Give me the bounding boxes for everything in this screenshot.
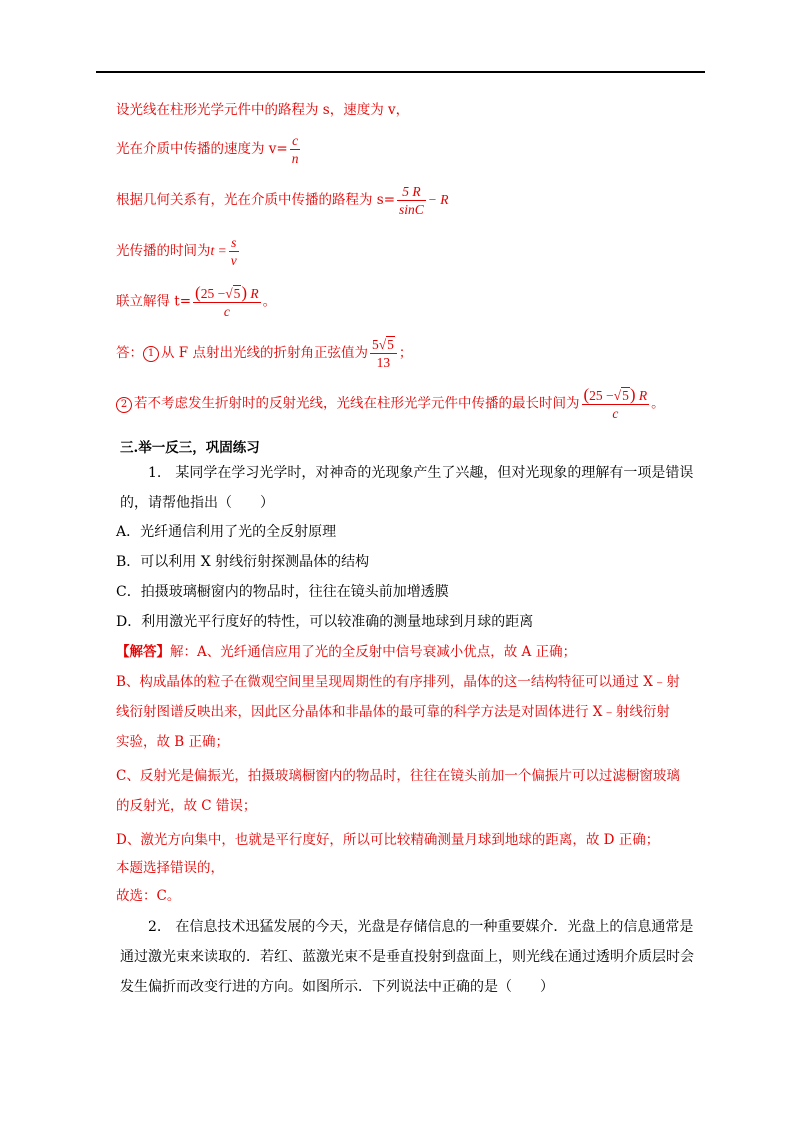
fraction-c-over-n <box>290 132 301 167</box>
answer-1-text: 从 F 点射出光线的折射角正弦值为 <box>161 345 368 361</box>
radicand: 5 <box>622 388 629 403</box>
fraction-denominator: c <box>582 404 650 422</box>
solution-line-5 <box>116 284 276 320</box>
section-heading: 三.举一反三，巩固练习 <box>120 440 260 456</box>
answer-line-1 <box>116 336 412 371</box>
radicand: 5 <box>387 337 394 352</box>
option-c: C．拍摄玻璃橱窗内的物品时，往往在镜头前加增透膜 <box>116 584 449 600</box>
answer-explanation-9: 故选：C。 <box>116 888 181 904</box>
circled-number-2: 2 <box>116 397 132 413</box>
solution-line-5-text: 联立解得 t= <box>116 293 192 310</box>
answer-explanation-8: 本题选择错误的， <box>116 860 224 876</box>
fraction-sine <box>370 336 397 371</box>
fraction-numerator: (25 −√5) R <box>583 385 648 404</box>
answer-explanation-3: 线衍射图谱反映出来，因此区分晶体和非晶体的最可靠的科学方法是对固体进行 X﹣射线衍射 <box>116 704 670 720</box>
fraction-denominator: 13 <box>370 353 397 371</box>
fraction-denominator: n <box>291 151 299 166</box>
fraction-numerator: (25 −√5) R <box>195 283 259 302</box>
solution-line-4-text: 光传播的时间为 <box>116 243 211 259</box>
answer-tag: 【解答】 <box>116 644 170 660</box>
fraction-max-time <box>582 386 650 422</box>
fraction-denominator: c <box>193 302 261 320</box>
solution-line-2 <box>116 132 302 167</box>
answer-explanation-6: 的反射光，故 C 错误； <box>116 798 257 814</box>
option-b: B．可以利用 X 射线衍射探测晶体的结构 <box>116 554 370 570</box>
semicolon: ； <box>398 345 413 361</box>
answer-explanation-7: D、激光方向集中，也就是平行度好，所以可比较精确测量月球到地球的距离，故 D 正确； <box>116 832 660 848</box>
num-part-a: 25 − <box>589 388 614 403</box>
fraction-path <box>397 183 426 218</box>
num-part-b: R <box>638 388 648 403</box>
answer-explanation-5: C、反射光是偏振光，拍摄玻璃橱窗内的物品时，往往在镜头前加一个偏振片可以过滤橱窗玻璃 <box>116 768 680 784</box>
fraction-denominator: sinC <box>399 202 424 217</box>
solution-line-3 <box>116 183 449 218</box>
header-rule <box>96 71 705 73</box>
time-var: t = <box>210 243 227 258</box>
fraction-s-over-v <box>229 234 239 269</box>
circled-number-1: 1 <box>143 346 159 362</box>
question-1-stem-line-2: 的，请帮他指出（ ） <box>120 495 274 511</box>
solution-line-1: 设光线在柱形光学元件中的路程为 s，速度为 v， <box>116 102 410 118</box>
fraction-time <box>193 284 261 320</box>
solution-line-4 <box>116 234 241 269</box>
fraction-numerator: s <box>231 235 237 250</box>
answer-line-2 <box>116 386 665 422</box>
answer-explanation-2: B、构成晶体的粒子在微观空间里呈现周期性的有序排列，晶体的这一结构特征可以通过 X﹣射 <box>116 674 680 690</box>
path-suffix: − R <box>427 192 449 207</box>
question-1-stem-line-1: 1. 某同学在学习光学时，对神奇的光现象产生了兴趣，但对光现象的理解有一项是错误 <box>148 465 694 481</box>
fraction-numerator: 5√5 <box>371 337 394 352</box>
option-a: A．光纤通信利用了光的全反射原理 <box>116 524 337 540</box>
period: 。 <box>262 293 277 310</box>
radicand: 5 <box>233 286 241 301</box>
answer-explanation-4: 实验，故 B 正确； <box>116 734 230 750</box>
question-2-line-2: 通过激光束来读取的．若红、蓝激光束不是垂直投射到盘面上，则光线在通过透明介质层时会 <box>120 949 694 965</box>
period: 。 <box>651 395 665 412</box>
answer-text: 解：A、光纤通信应用了光的全反射中信号衰减小优点，故 A 正确； <box>170 644 577 660</box>
num-part-a: 25 − <box>200 286 226 301</box>
answer-2-text: 若不考虑发生折射时的反射光线，光线在柱形光学元件中传播的最长时间为 <box>134 395 580 412</box>
solution-line-2-text: 光在介质中传播的速度为 v= <box>116 141 288 157</box>
question-2-line-1: 2. 在信息技术迅猛发展的今天，光盘是存储信息的一种重要媒介．光盘上的信息通常是 <box>148 919 694 935</box>
option-d: D．利用激光平行度好的特性，可以较准确的测量地球到月球的距离 <box>116 614 534 630</box>
question-2-line-3: 发生偏折而改变行进的方向。如图所示．下列说法中正确的是（ ） <box>120 979 554 995</box>
num-part-a: 5 <box>371 337 379 352</box>
fraction-numerator: c <box>292 133 299 148</box>
num-part-b: R <box>250 286 259 301</box>
answer-prefix: 答： <box>116 345 143 361</box>
fraction-denominator: v <box>230 253 237 268</box>
solution-line-3-text: 根据几何关系有，光在介质中传播的路程为 s= <box>116 192 396 208</box>
fraction-numerator: 5 R <box>402 184 421 199</box>
answer-explanation-1 <box>116 640 576 660</box>
